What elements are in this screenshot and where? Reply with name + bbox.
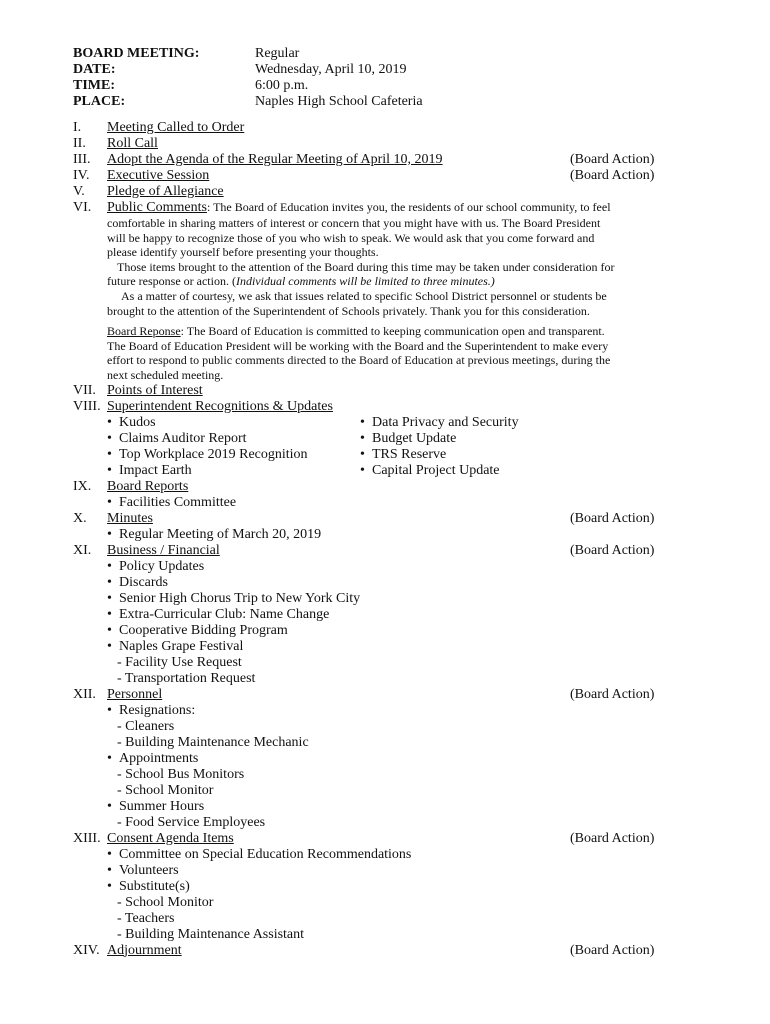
board-response-label: Board Reponse (107, 324, 181, 339)
public-comments-body (107, 216, 693, 383)
bullet-icon: • (107, 798, 112, 814)
bullet-icon: • (107, 622, 112, 638)
item-title: Consent Agenda Items (107, 830, 234, 846)
personnel-list (107, 703, 693, 831)
item-title: Pledge of Allegiance (107, 184, 224, 199)
date-value: Wednesday, April 10, 2019 (255, 62, 407, 77)
list-item (107, 847, 693, 863)
list-item (107, 575, 693, 591)
item-number: X. (73, 510, 87, 526)
agenda-item-call-to-order (73, 120, 693, 136)
list-item (360, 447, 613, 463)
sub-list-item: - Cleaners (117, 718, 175, 734)
list-item-text: TRS Reserve (372, 446, 447, 462)
agenda-item-points-of-interest (73, 383, 693, 399)
business-list (107, 559, 693, 687)
public-comments-para3-b: brought to the attention of the Superintendent of Schools privately. Thank you for this consideration. (107, 303, 590, 318)
item-number: XII. (73, 686, 96, 702)
item-title: Points of Interest (107, 382, 203, 398)
item-number: XIII. (73, 830, 101, 846)
item-title: Superintendent Recognitions & Updates (107, 398, 333, 414)
bullet-icon: • (107, 750, 112, 766)
list-item-text: Summer Hours (119, 798, 205, 814)
bullet-icon: • (107, 462, 112, 478)
list-item-text: Discards (119, 574, 168, 590)
list-item (107, 463, 360, 479)
recognitions-columns (107, 415, 693, 479)
list-item (107, 447, 360, 463)
bullet-icon: • (107, 574, 112, 590)
list-item-text: Cooperative Bidding Program (119, 622, 288, 638)
place-label: PLACE: (73, 94, 126, 109)
superintendent-heading (73, 399, 693, 415)
list-item (107, 799, 693, 815)
list-item-text: Budget Update (372, 430, 457, 446)
list-item-text: Data Privacy and Security (372, 414, 519, 430)
time-limit-note: Individual comments will be limited to three minutes.) (235, 274, 495, 289)
bullet-icon: • (360, 462, 365, 478)
item-number: XI. (73, 542, 92, 558)
list-item (107, 703, 693, 719)
agenda-list (73, 120, 693, 959)
list-item-text: Volunteers (119, 862, 179, 878)
agenda-item-minutes (73, 511, 693, 543)
sub-list-item: - Building Maintenance Assistant (117, 926, 305, 942)
item-number: IX. (73, 478, 92, 494)
list-item-text: Impact Earth (119, 462, 192, 478)
list-item (107, 879, 693, 895)
list-item-text: Committee on Special Education Recommendations (119, 846, 412, 862)
board-reports-heading (73, 479, 693, 495)
sub-list-item: - Teachers (117, 910, 175, 926)
item-number: XIV. (73, 942, 100, 958)
list-item (107, 751, 693, 767)
board-meeting-value: Regular (255, 46, 300, 61)
board-action-label: (Board Action) (570, 942, 655, 958)
public-comments-para3: As a matter of courtesy, we ask that issues related to specific School District personnel or students be (121, 288, 607, 303)
agenda-item-pledge (73, 184, 693, 200)
minutes-heading (73, 511, 693, 527)
bullet-icon: • (107, 878, 112, 894)
agenda-document (73, 46, 693, 959)
list-item (107, 431, 360, 447)
board-reports-list (107, 495, 693, 511)
list-item-text: Kudos (119, 414, 156, 430)
sub-list-item: - Transportation Request (117, 670, 256, 686)
bullet-icon: • (107, 526, 112, 542)
meeting-header (73, 46, 693, 110)
bullet-icon: • (107, 702, 112, 718)
public-comments-line: please identify yourself before presenting your thoughts. (107, 245, 379, 260)
item-title: Roll Call (107, 136, 158, 151)
list-item-text: Capital Project Update (372, 462, 500, 478)
item-number: IV. (73, 168, 90, 183)
sub-list-item: - School Bus Monitors (117, 766, 245, 782)
list-item-text: Extra-Curricular Club: Name Change (119, 606, 330, 622)
item-number: III. (73, 152, 91, 167)
list-item (107, 639, 693, 655)
time-label: TIME: (73, 78, 115, 93)
list-item-text: Regular Meeting of March 20, 2019 (119, 526, 322, 542)
list-item-text: Resignations: (119, 702, 196, 718)
agenda-item-business-financial (73, 543, 693, 687)
agenda-item-consent-agenda (73, 831, 693, 943)
list-item (360, 415, 613, 431)
board-response-text: : The Board of Education is committed to keeping communication open and transparent. (180, 324, 605, 339)
minutes-list (107, 527, 693, 543)
board-action-label: (Board Action) (570, 542, 655, 558)
board-action-label: (Board Action) (570, 168, 655, 183)
sub-list-item: - Food Service Employees (117, 814, 266, 830)
agenda-item-executive-session (73, 168, 693, 184)
board-action-label: (Board Action) (570, 152, 655, 167)
personnel-heading (73, 687, 693, 703)
public-comments-first-line (73, 200, 693, 216)
agenda-item-superintendent-updates (73, 399, 693, 479)
sub-list-item: - School Monitor (117, 894, 214, 910)
item-number: VIII. (73, 398, 101, 414)
board-response-line: effort to respond to public comments directed to the Board of Education at previous meetings, during the (107, 353, 611, 368)
list-item (107, 623, 693, 639)
public-comments-line: comfortable in sharing matters of interest or concern that you might have with us. The Board President (107, 216, 601, 230)
list-item-text: Facilities Committee (119, 494, 237, 510)
board-response-line: next scheduled meeting. (107, 367, 224, 382)
public-comments-para2: Those items brought to the attention of the Board during this time may be taken under consideration for (117, 259, 615, 274)
business-heading (73, 543, 693, 559)
list-item-text: Claims Auditor Report (119, 430, 247, 446)
public-comments-intro: : The Board of Education invites you, the residents of our school community, to feel (206, 200, 611, 214)
place-row (73, 94, 693, 110)
bullet-icon: • (107, 846, 112, 862)
list-item (107, 415, 360, 431)
item-number: V. (73, 184, 85, 199)
bullet-icon: • (107, 558, 112, 574)
item-title: Business / Financial (107, 542, 220, 558)
item-number: II. (73, 136, 86, 151)
board-action-label: (Board Action) (570, 686, 655, 702)
time-value: 6:00 p.m. (255, 78, 309, 93)
agenda-item-roll-call (73, 136, 693, 152)
board-action-label: (Board Action) (570, 510, 655, 526)
board-meeting-row (73, 46, 693, 62)
agenda-item-board-reports (73, 479, 693, 511)
list-item (107, 495, 693, 511)
public-comments-heading-line (107, 200, 611, 216)
board-action-label: (Board Action) (570, 830, 655, 846)
public-comments-para2-b (107, 274, 693, 289)
bullet-icon: • (107, 590, 112, 606)
time-row (73, 78, 693, 94)
bullet-icon: • (107, 446, 112, 462)
board-response-line (107, 324, 693, 339)
list-item-text: Naples Grape Festival (119, 638, 244, 654)
recognitions-right-column (360, 415, 613, 479)
list-item (107, 527, 693, 543)
board-response-line: The Board of Education President will be working with the Board and the Superintendent to make every (107, 338, 609, 353)
list-item (107, 863, 693, 879)
list-item (107, 559, 693, 575)
item-title: Board Reports (107, 478, 189, 494)
date-label: DATE: (73, 62, 116, 77)
agenda-item-adjournment (73, 943, 693, 959)
bullet-icon: • (107, 430, 112, 446)
sub-list-item: - Building Maintenance Mechanic (117, 734, 309, 750)
sub-list-item: - School Monitor (117, 782, 214, 798)
place-value: Naples High School Cafeteria (255, 94, 423, 109)
bullet-icon: • (360, 430, 365, 446)
list-item-text: Appointments (119, 750, 199, 766)
item-title: Public Comments (107, 200, 207, 215)
board-meeting-label: BOARD MEETING: (73, 46, 200, 61)
list-item-text: Substitute(s) (119, 878, 190, 894)
item-title: Meeting Called to Order (107, 120, 245, 135)
agenda-item-personnel (73, 687, 693, 831)
recognitions-left-column (107, 415, 360, 479)
bullet-icon: • (107, 606, 112, 622)
public-comments-para2-text: future response or action. ( (107, 274, 236, 289)
item-title: Personnel (107, 686, 163, 702)
list-item (107, 591, 693, 607)
item-title: Adjournment (107, 942, 182, 958)
item-number: I. (73, 120, 82, 135)
bullet-icon: • (107, 638, 112, 654)
item-number: VII. (73, 382, 96, 398)
agenda-item-public-comments (73, 200, 693, 383)
list-item (360, 431, 613, 447)
agenda-item-adopt-agenda (73, 152, 693, 168)
item-title: Executive Session (107, 168, 210, 183)
consent-heading (73, 831, 693, 847)
date-row (73, 62, 693, 78)
list-item (360, 463, 613, 479)
bullet-icon: • (107, 414, 112, 430)
public-comments-line: will be happy to recognize those of you who wish to speak. We would ask that you come forward and (107, 230, 595, 245)
item-title: Minutes (107, 510, 153, 526)
sub-list-item: - Facility Use Request (117, 654, 242, 670)
bullet-icon: • (107, 862, 112, 878)
list-item-text: Top Workplace 2019 Recognition (119, 446, 308, 462)
consent-list (107, 847, 693, 943)
list-item-text: Senior High Chorus Trip to New York City (119, 590, 361, 606)
bullet-icon: • (360, 414, 365, 430)
bullet-icon: • (360, 446, 365, 462)
bullet-icon: • (107, 494, 112, 510)
list-item-text: Policy Updates (119, 558, 205, 574)
list-item (107, 607, 693, 623)
item-number: VI. (73, 200, 92, 215)
item-title: Adopt the Agenda of the Regular Meeting of April 10, 2019 (107, 152, 443, 167)
